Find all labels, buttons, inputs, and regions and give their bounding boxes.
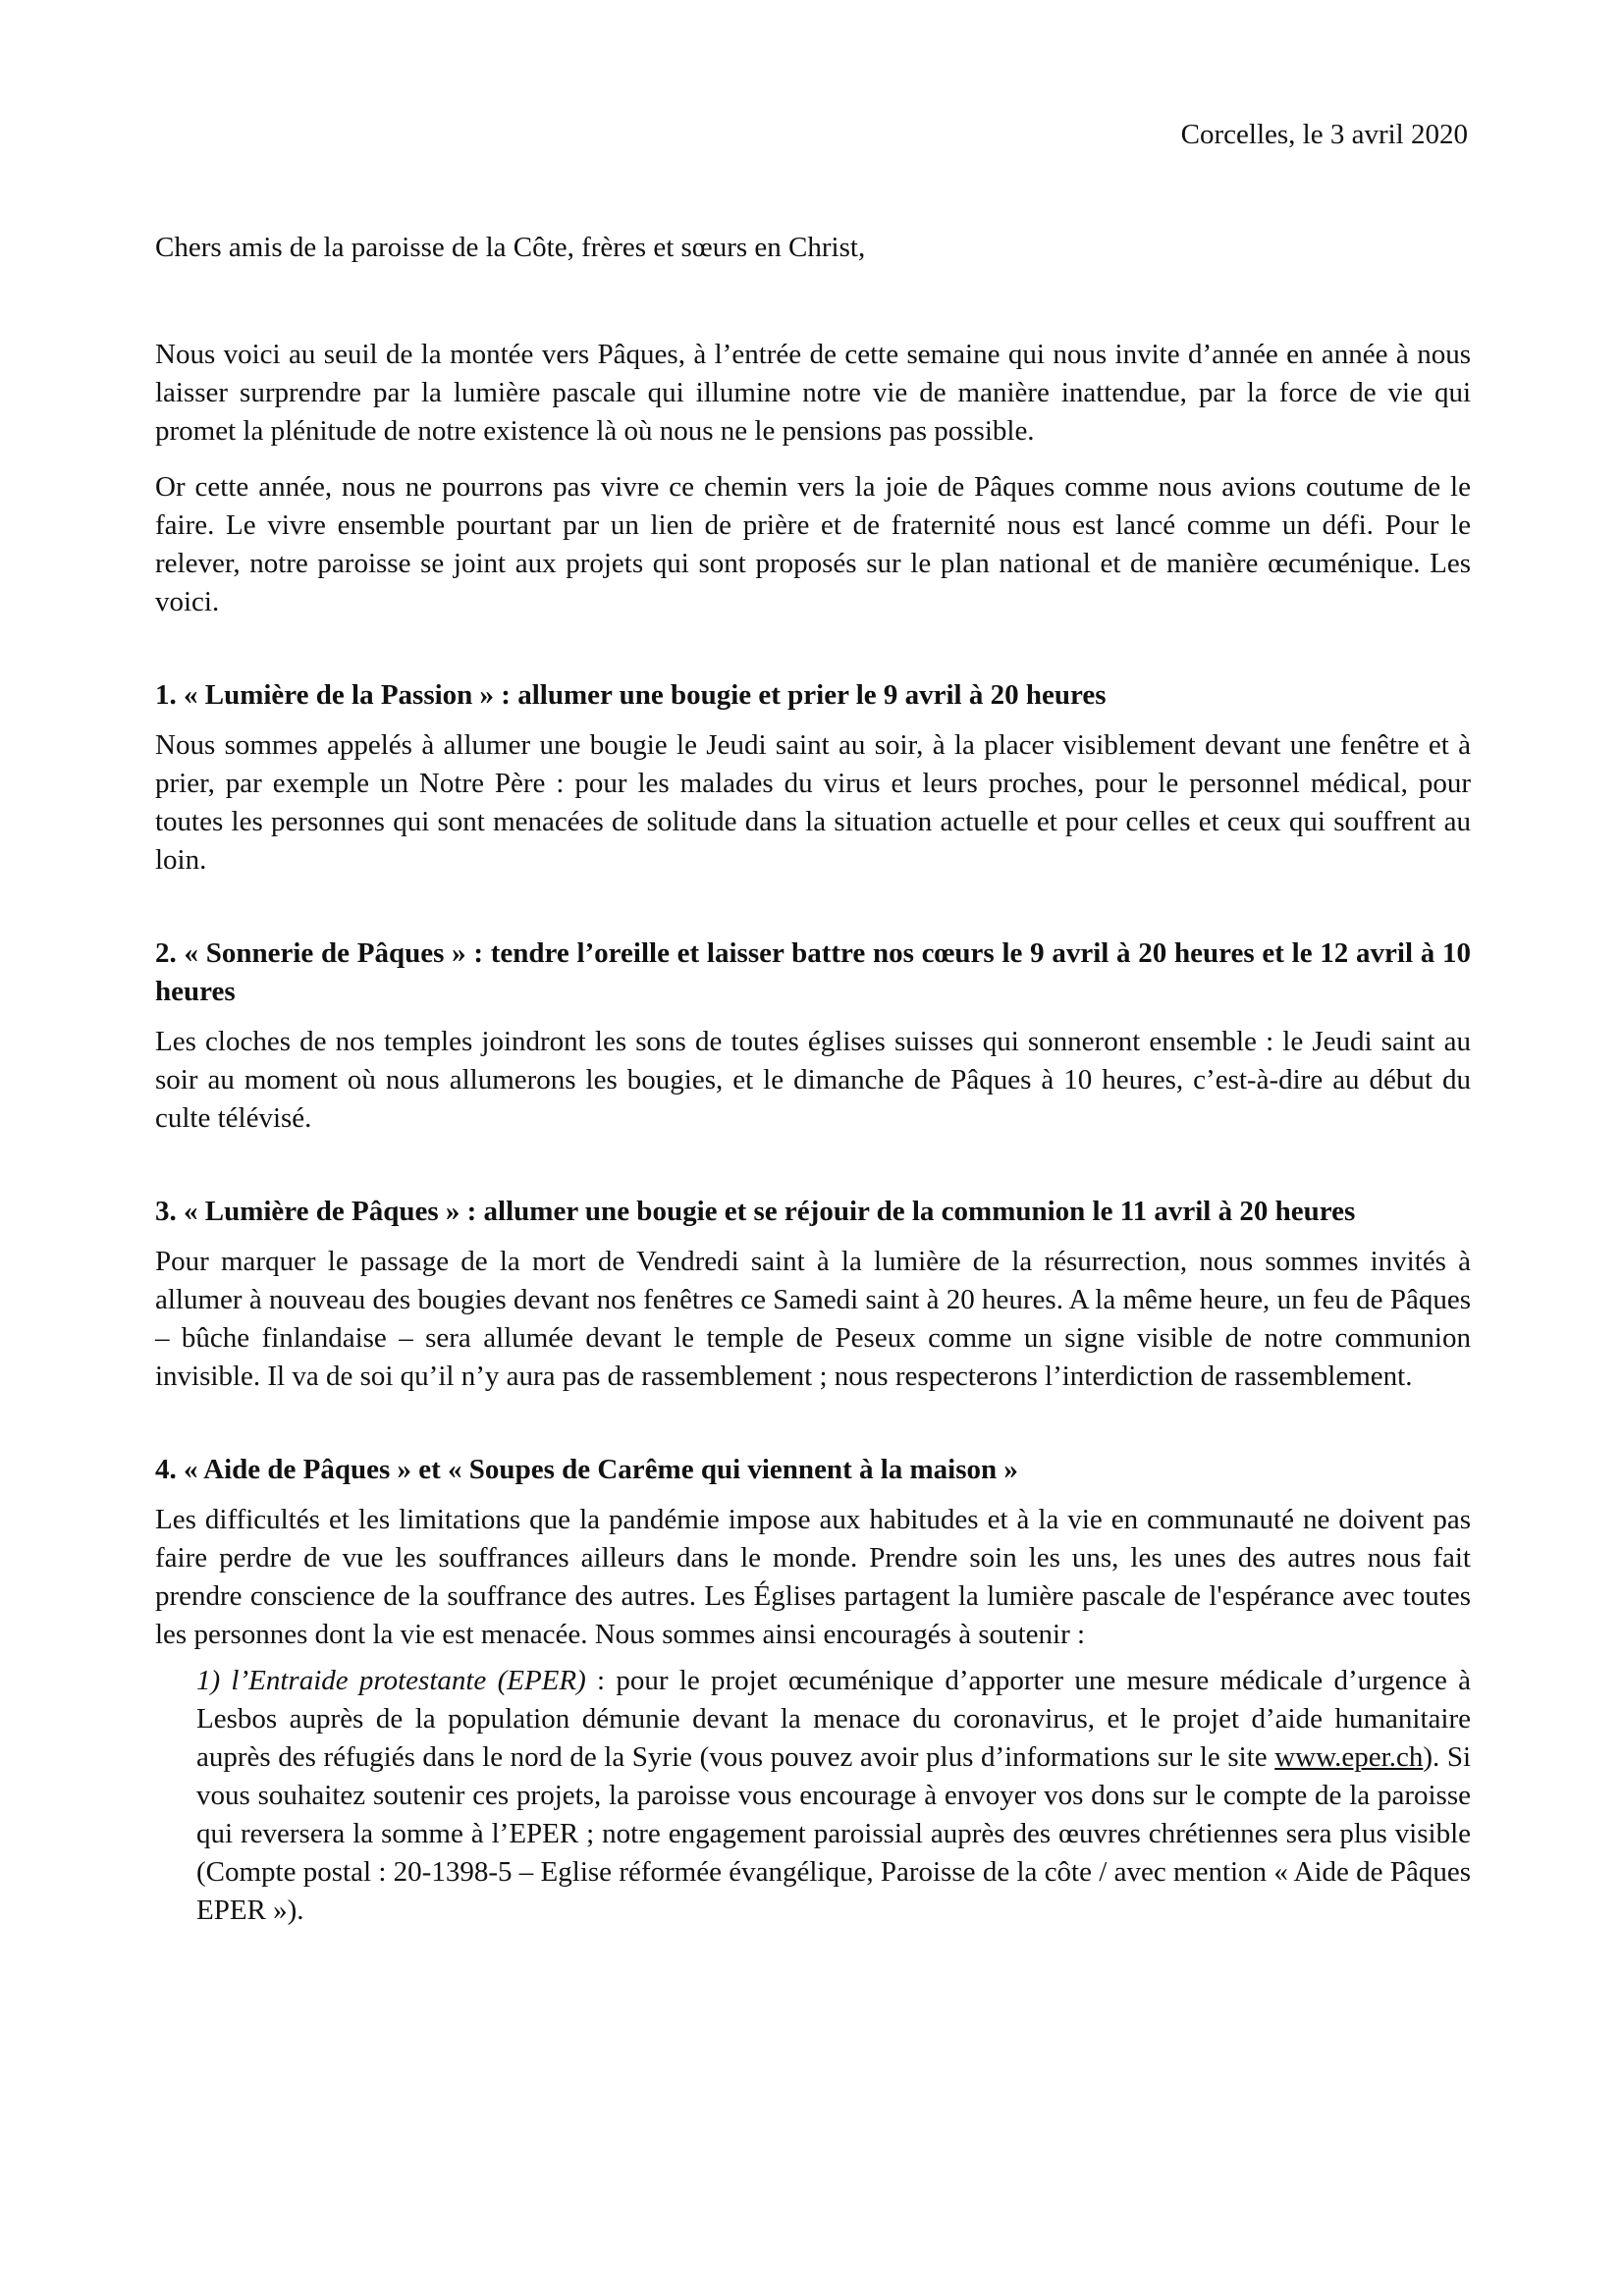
subitem-text: ). Si vous souhaitez soutenir ces projets, la paroisse vous encourage à envoyer vos dons sur le compte de la paroisse qui reversera la somme à l’EPER ; notre engagement paroissial auprès des œuvres chrétiennes sera plus visible (Compte postal : 20-1398-5 – Eglise réformée évangélique, Paroisse de la côte / avec mention « Aide de Pâques EPER »).	[196, 1741, 1472, 1926]
section-heading: 3. « Lumière de Pâques » : allumer une bougie et se réjouir de la communion le 11 avril à 20 heures	[155, 1196, 1356, 1227]
section-3	[155, 1193, 1471, 1396]
section-4	[155, 1451, 1471, 1930]
eper-link[interactable]: www.eper.ch	[1274, 1741, 1424, 1773]
section-body: Les cloches de nos temples joindront les sons de toutes églises suisses qui sonneront ensemble : le Jeudi saint au soir au moment où nous allumerons les bougies, et le dimanche de Pâques à 10 heures, c’est-à-dire au début du culte télévisé.	[155, 1026, 1471, 1134]
subitem-label: 1) l’Entraide protestante (EPER)	[196, 1665, 586, 1696]
letter-date: Corcelles, le 3 avril 2020	[1180, 119, 1468, 150]
section-heading: 1. « Lumière de la Passion » : allumer une bougie et prier le 9 avril à 20 heures	[155, 679, 1107, 711]
section-body: Les difficultés et les limitations que la pandémie impose aux habitudes et à la vie en communauté ne doivent pas faire perdre de vue les souffrances ailleurs dans le monde. Prendre soin les uns, les unes des autres nous fait prendre conscience de la souffrance des autres. Les Églises partagent la lumière pascale de l'espérance avec toutes les personnes dont la vie est menacée. Nous sommes ainsi encouragés à soutenir :	[155, 1504, 1471, 1650]
section-heading: 4. « Aide de Pâques » et « Soupes de Carême qui viennent à la maison »	[155, 1454, 1018, 1485]
section-heading: 2. « Sonnerie de Pâques » : tendre l’oreille et laisser battre nos cœurs le 9 avril à 20 heures et le 12 avril à 10 heures	[155, 937, 1471, 1007]
letter-greeting: Chers amis de la paroisse de la Côte, frères et sœurs en Christ,	[155, 232, 866, 263]
letter-body	[155, 336, 1471, 1930]
section-2	[155, 934, 1471, 1138]
subitem-paragraph	[196, 1662, 1471, 1930]
section-body: Pour marquer le passage de la mort de Vendredi saint à la lumière de la résurrection, nous sommes invités à allumer à nouveau des bougies devant nos fenêtres ce Samedi saint à 20 heures. A la même heure, un feu de Pâques – bûche finlandaise – sera allumée devant le temple de Peseux comme un signe visible de notre communion invisible. Il va de soi qu’il n’y aura pas de rassemblement ; nous respecterons l’interdiction de rassemblement.	[155, 1246, 1471, 1392]
subitem-text: : pour le projet œcuménique d’apporter une mesure médicale d’urgence à Lesbos auprès de la population démunie devant la menace du coronavirus, et le projet d’aide humanitaire auprès des réfugiés dans le nord de la Syrie (vous pouvez avoir plus d’informations sur le site	[196, 1665, 1471, 1773]
section-1	[155, 676, 1471, 880]
intro-paragraph: Or cette année, nous ne pourrons pas vivre ce chemin vers la joie de Pâques comme nous avions coutume de le faire. Le vivre ensemble pourtant par un lien de prière et de fraternité nous est lancé comme un défi. Pour le relever, notre paroisse se joint aux projets qui sont proposés sur le plan national et de manière œcuménique. Les voici.	[155, 471, 1471, 617]
section-body: Nous sommes appelés à allumer une bougie le Jeudi saint au soir, à la placer visiblement devant une fenêtre et à prier, par exemple un Notre Père : pour les malades du virus et leurs proches, pour le personnel médical, pour toutes les personnes qui sont menacées de solitude dans la situation actuelle et pour celles et ceux qui souffrent au loin.	[155, 729, 1471, 876]
intro-paragraph: Nous voici au seuil de la montée vers Pâques, à l’entrée de cette semaine qui nous invite d’année en année à nous laisser surprendre par la lumière pascale qui illumine notre vie de manière inattendue, par la force de vie qui promet la plénitude de notre existence là où nous ne le pensions pas possible.	[155, 339, 1471, 447]
subitem-eper	[196, 1662, 1471, 1930]
